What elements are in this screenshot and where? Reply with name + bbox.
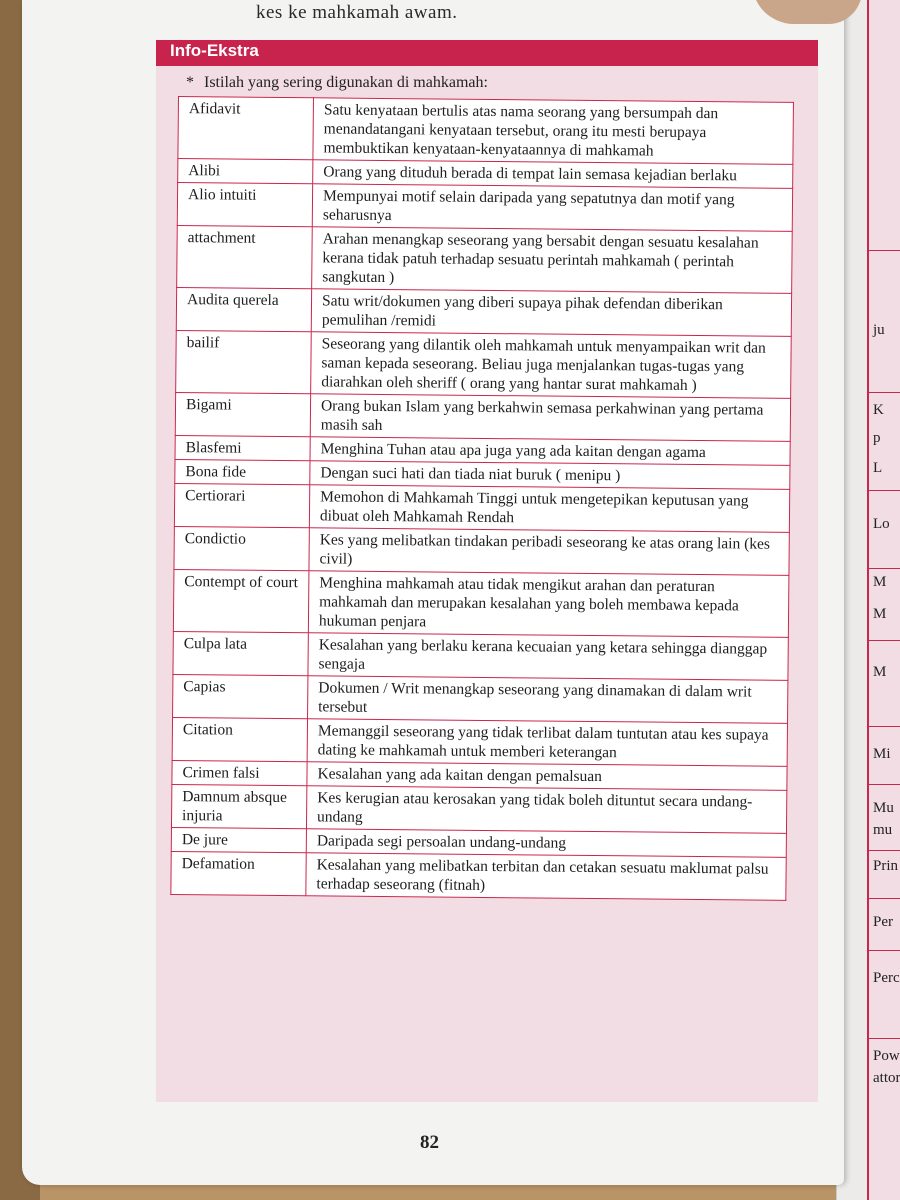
right-page-rule [869,490,900,491]
page-number: 82 [420,1132,439,1153]
terms-table [170,96,794,901]
definition-cell: Satu kenyataan bertulis atas nama seorang yang bersumpah dan menandatangani kenyataan tersebut, orang itu mesti berupaya membuktikan kenyataan-kenyataannya di mahkamah [313,98,794,165]
asterisk-bullet: * [186,74,194,91]
definition-cell: Dokumen / Writ menangkap seseorang yang dinamakan di dalam writ tersebut [308,676,788,724]
term-cell: bailif [176,330,312,393]
definition-cell: Satu writ/dokumen yang diberi supaya pihak defendan diberikan pemulihan /remidi [311,289,791,337]
right-page-fragment: K [873,402,884,418]
table-row [173,569,789,637]
right-page-fragment: Perc [873,970,900,986]
term-cell: Capias [173,674,308,718]
right-page-fragment: Mu [873,800,894,816]
definition-cell: Menghina Tuhan atau apa juga yang ada kaitan dengan agama [310,437,790,466]
right-page-fragment: Lo [873,516,890,532]
right-page-rule [869,568,900,569]
right-page-rule [869,392,900,393]
definition-cell: Memohon di Mahkamah Tinggi untuk mengetepikan keputusan yang dibuat oleh Mahkamah Rendah [309,485,789,533]
definition-cell: Dengan suci hati dan tiada niat buruk ( menipu ) [310,461,790,490]
table-row [173,674,788,723]
definition-cell: Orang yang dituduh berada di tempat lain semasa kejadian berlaku [313,160,793,189]
definition-cell: Menghina mahkamah atau tidak mengikut arahan dan peraturan mahkamah dan merupakan kesalahan yang boleh membawa kepada hukuman penjara [308,571,789,638]
right-page-fragment: attor [873,1070,900,1086]
right-page-fragment: M [873,664,887,680]
term-cell: Defamation [171,851,306,895]
term-cell: Bona fide [175,459,310,484]
table-row [175,392,790,441]
term-cell: Alio intuiti [177,183,312,227]
table-row [171,784,786,833]
table-row [177,183,792,232]
right-page-fragment: Prin [873,858,899,874]
table-row [174,526,789,575]
table-row [176,287,791,336]
term-cell: Damnum absque injuria [171,784,306,828]
table-row [171,851,786,900]
definition-cell: Arahan menangkap seseorang yang bersabit dengan sesuatu kesalahan kerana tidak patuh terhadap sesuatu perintah mahkamah ( perintah sangkutan ) [312,227,793,294]
term-cell: Culpa lata [173,631,308,675]
table-row [173,631,788,680]
right-page-box [867,0,900,1200]
term-cell: Crimen falsi [172,760,307,785]
term-cell: Contempt of court [173,569,309,632]
right-page-rule [869,1038,900,1039]
info-header-bar [156,40,818,66]
book-page [22,0,844,1185]
top-text-line: kes ke mahkamah awam. [256,2,458,23]
info-title: Info-Ekstra [170,41,259,60]
term-cell: Alibi [178,159,313,184]
term-cell: Afidavit [178,97,314,160]
definition-cell: Kesalahan yang melibatkan terbitan dan cetakan sesuatu maklumat palsu terhadap seseorang (fitnah) [306,853,786,901]
table-row [178,97,794,165]
definition-cell: Kesalahan yang ada kaitan dengan pemalsuan [307,762,787,791]
right-page-fragment: ju [873,322,885,338]
definition-cell: Kesalahan yang berlaku kerana kecuaian yang ketara sehingga dianggap sengaja [308,633,788,681]
right-page-rule [869,898,900,899]
definition-cell: Daripada segi persoalan undang-undang [306,829,786,858]
term-cell: Audita querela [176,287,311,331]
right-page-fragment: p [873,430,881,446]
term-cell: Citation [172,717,307,761]
right-page-fragment: Per [873,914,893,930]
intro-text: Istilah yang sering digunakan di mahkamah: [204,74,488,91]
table-row [172,717,787,766]
table-row [176,330,792,398]
term-cell: Bigami [175,392,310,436]
term-cell: attachment [177,225,313,288]
table-row [174,483,789,532]
right-page-rule [869,250,900,251]
definition-cell: Memanggil seseorang yang tidak terlibat dalam tuntutan atau kes supaya dating ke mahkamah untuk memberi keterangan [307,719,787,767]
info-ekstra-box [156,40,818,1102]
definition-cell: Orang bukan Islam yang berkahwin semasa perkahwinan yang pertama masih sah [310,394,790,442]
term-cell: Certiorari [174,483,309,527]
right-page-rule [869,640,900,641]
right-page-rule [869,950,900,951]
term-cell: Condictio [174,526,309,570]
right-page-rule [869,850,900,851]
right-page-fragment: L [873,460,883,476]
intro-line [186,74,488,92]
definition-cell: Kes yang melibatkan tindakan peribadi seseorang ke atas orang lain (kes civil) [309,528,789,576]
right-page-fragment: mu [873,822,893,838]
right-page-fragment: Mi [873,746,891,762]
right-page-fragment: M [873,606,887,622]
definition-cell: Mempunyai motif selain daripada yang sepatutnya dan motif yang seharusnya [312,184,792,232]
definition-cell: Kes kerugian atau kerosakan yang tidak boleh dituntut secara undang-undang [306,786,786,834]
term-cell: Blasfemi [175,435,310,460]
term-cell: De jure [171,827,306,852]
definition-cell: Seseorang yang dilantik oleh mahkamah untuk menyampaikan writ dan saman kepada seseorang. Beliau juga menjalankan tugas-tugas yang diarahkan oleh sheriff ( orang yang hantar surat mahkamah ) [311,332,792,399]
right-page-fragment: Pow [873,1048,900,1064]
right-page-rule [869,726,900,727]
right-page-rule [869,784,900,785]
right-page [836,0,900,1200]
table-row [177,225,793,293]
right-page-fragment: M [873,574,887,590]
